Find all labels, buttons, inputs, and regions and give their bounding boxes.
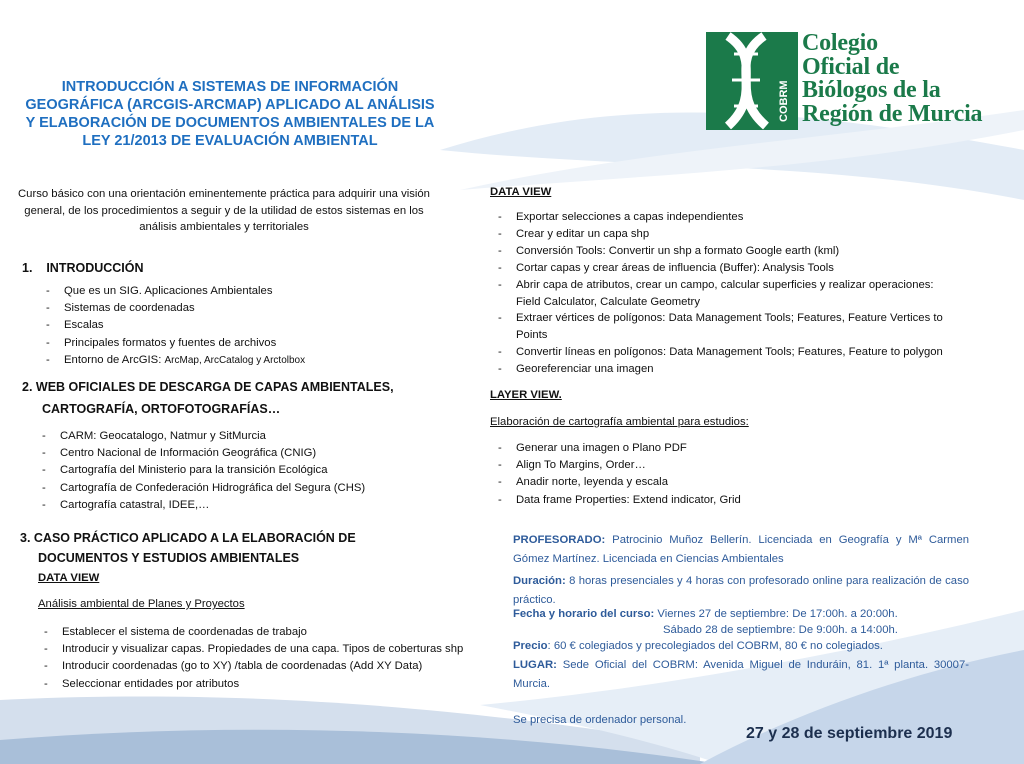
list-item: - Crear y editar un capa shp xyxy=(496,226,943,243)
layer-view-list xyxy=(496,440,741,509)
list-item: - Cortar capas y crear áreas de influencia (Buffer): Analysis Tools xyxy=(496,260,943,277)
list-item: - Introducir y visualizar capas. Propiedades de una capa. Tipos de coberturas shp xyxy=(42,641,463,658)
fecha-horario: Fecha y horario del curso: Viernes 27 de septiembre: De 17:00h. a 20:00h. Sábado 28 de septiembre: De 9:00h. a 14:00h. xyxy=(513,608,898,636)
list-item-continuation: Field Calculator, Calculate Geometry xyxy=(516,295,700,308)
duracion: Duración: 8 horas presenciales y 4 horas con profesorado online para realización de caso práctico. xyxy=(513,575,970,606)
list-item: - Abrir capa de atributos, crear un campo, calcular superficies y realizar operaciones: xyxy=(496,277,943,294)
dna-logo-icon xyxy=(706,32,798,130)
list-item: - Extraer vértices de polígonos: Data Management Tools; Features, Feature Vertices to xyxy=(496,310,943,327)
precio: Precio: 60 € colegiados y precolegiados del COBRM, 80 € no colegiados. xyxy=(513,640,883,652)
list-item: - Align To Margins, Order… xyxy=(496,457,741,474)
lugar: LUGAR: Sede Oficial del COBRM: Avenida Miguel de Induráin, 81. 1ª planta. 30007-Murcia. xyxy=(513,659,969,690)
section2-heading-line2: CARTOGRAFÍA, ORTOFOTOGRAFÍAS… xyxy=(42,402,281,416)
list-item: - Principales formatos y fuentes de archivos xyxy=(44,335,305,352)
list-item: - Convertir líneas en polígonos: Data Management Tools; Features, Feature to polygon xyxy=(496,344,943,361)
list-item: - Seleccionar entidades por atributos xyxy=(42,676,463,693)
cobrm-logo xyxy=(706,32,996,132)
list-item: - Conversión Tools: Convertir un shp a formato Google earth (kml) xyxy=(496,243,943,260)
list-item: - CARM: Geocatalogo, Natmur y SitMurcia xyxy=(40,428,365,445)
list-item: - Introducir coordenadas (go to XY) /tabla de coordenadas (Add XY Data) xyxy=(42,658,463,675)
course-date: 27 y 28 de septiembre 2019 xyxy=(746,725,953,742)
right-data-view: DATA VIEW xyxy=(490,186,552,198)
list-item: - Anadir norte, leyenda y escala xyxy=(496,474,741,491)
layer-view-heading: LAYER VIEW. xyxy=(490,389,562,401)
list-item: - Cartografía de Confederación Hidrográfica del Segura (CHS) xyxy=(40,480,365,497)
right-data-list xyxy=(496,209,943,378)
list-item: - Cartografía del Ministerio para la transición Ecológica xyxy=(40,462,365,479)
list-item: - Georeferenciar una imagen xyxy=(496,361,943,378)
list-item: - Data frame Properties: Extend indicator, Grid xyxy=(496,492,741,509)
list-item: - Cartografía catastral, IDEE,… xyxy=(40,497,365,514)
section3-list xyxy=(42,624,463,693)
profesorado: PROFESORADO: Patrocinio Muñoz Bellerín. Licenciada en Geografía y Mª Carmen Gómez Martínez. Licenciada en Ciencias Ambientales xyxy=(513,534,970,565)
list-item: - Exportar selecciones a capas independientes xyxy=(496,209,943,226)
section2-heading-line1: 2. WEB OFICIALES DE DESCARGA DE CAPAS AMBIENTALES, xyxy=(22,380,394,394)
course-title: INTRODUCCIÓN A SISTEMAS DE INFORMACIÓN GEOGRÁFICA (ARCGIS-ARCMAP) APLICADO AL ANÁLISIS Y ELABORACIÓN DE DOCUMENTOS AMBIENTALES DE LA LEY 21/2013 DE EVALUACIÓN AMBIENTAL xyxy=(25,79,435,149)
course-intro: Curso básico con una orientación eminentemente práctica para adquirir una visión general, de los procedimientos a seguir y de la utilidad de estos sistemas en los análisis ambientales y territoriales xyxy=(18,188,430,233)
list-item: - Centro Nacional de Información Geográfica (CNIG) xyxy=(40,445,365,462)
list-item: - Establecer el sistema de coordenadas de trabajo xyxy=(42,624,463,641)
note-ordenador: Se precisa de ordenador personal. xyxy=(513,714,687,726)
section3-subtitle: Análisis ambiental de Planes y Proyectos xyxy=(38,598,245,610)
list-item: - Generar una imagen o Plano PDF xyxy=(496,440,741,457)
section2-list xyxy=(40,428,365,514)
logo-vertical-text: COBRM xyxy=(778,80,790,122)
list-item: - Sistemas de coordenadas xyxy=(44,300,305,317)
layer-view-subtitle: Elaboración de cartografía ambiental para estudios: xyxy=(490,416,749,428)
list-item-continuation: Points xyxy=(516,329,548,342)
section3-heading-line1: 3. CASO PRÁCTICO APLICADO A LA ELABORACIÓN DE xyxy=(20,531,356,545)
section3-heading-line2: DOCUMENTOS Y ESTUDIOS AMBIENTALES xyxy=(38,551,300,565)
logo-text: Colegio Oficial de Biólogos de la Región de Murcia xyxy=(802,30,983,127)
section3-data-view: DATA VIEW xyxy=(38,572,100,584)
list-item: - Escalas xyxy=(44,317,305,334)
list-item: - Entorno de ArcGIS: ArcMap, ArcCatalog y Arctolbox xyxy=(44,352,305,369)
section1-list xyxy=(44,283,305,369)
section1-heading: 1. INTRODUCCIÓN xyxy=(22,261,144,275)
list-item: - Que es un SIG. Aplicaciones Ambientales xyxy=(44,283,305,300)
